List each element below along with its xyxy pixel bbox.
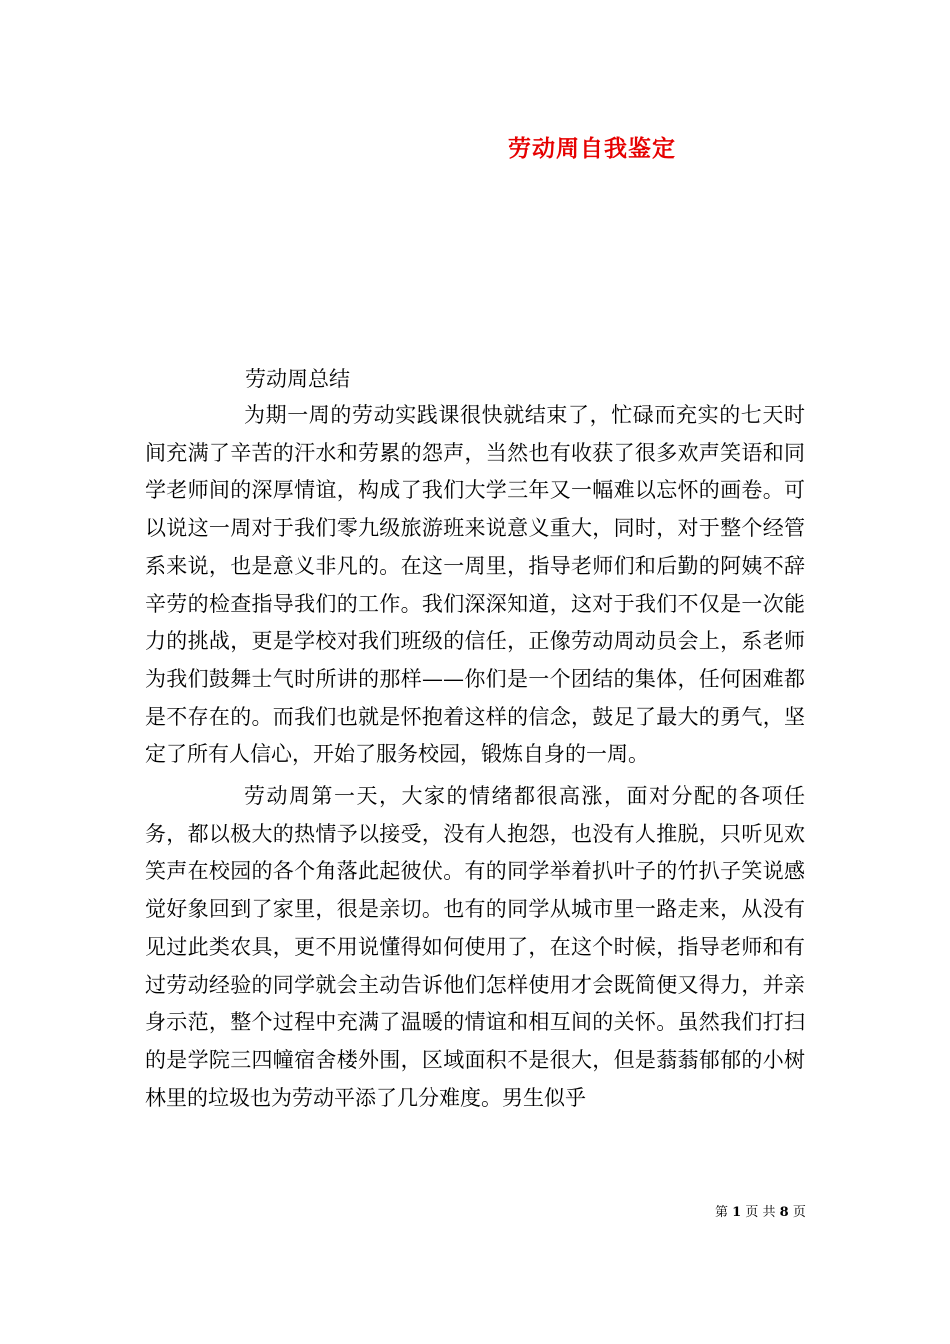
footer-suffix: 页 (792, 1205, 806, 1220)
document-body (145, 397, 805, 1117)
body-paragraph: 劳动周第一天，大家的情绪都很高涨，面对分配的各项任务，都以极大的热情予以接受，没有人抱怨，也没有人推脱，只听见欢笑声在校园的各个角落此起彼伏。有的同学举着扒叶子的竹扒子笑说感觉好象回到了家里，很是亲切。也有的同学从城市里一路走来，从没有见过此类农具，更不用说懂得如何使用了，在这个时候，指导老师和有过劳动经验的同学就会主动告诉他们怎样使用才会既简便又得力，并亲身示范，整个过程中充满了温暖的情谊和相互间的关怀。虽然我们打扫的是学院三四幢宿舍楼外围，区域面积不是很大，但是蓊蓊郁郁的小树林里的垃圾也为劳动平添了几分难度。男生似乎 (145, 784, 805, 1110)
footer-prefix: 第 (715, 1205, 729, 1220)
document-title: 劳动周自我鉴定 (508, 135, 676, 162)
section-subtitle: 劳动周总结 (245, 367, 350, 391)
page-footer (715, 1204, 806, 1222)
footer-middle: 页 共 (745, 1205, 776, 1220)
current-page-number: 1 (732, 1205, 742, 1220)
total-pages-number: 8 (779, 1205, 789, 1220)
body-paragraph: 为期一周的劳动实践课很快就结束了，忙碌而充实的七天时间充满了辛苦的汗水和劳累的怨声，当然也有收获了很多欢声笑语和同学老师间的深厚情谊，构成了我们大学三年又一幅难以忘怀的画卷。可以说这一周对于我们零九级旅游班来说意义重大，同时，对于整个经管系来说，也是意义非凡的。在这一周里，指导老师们和后勤的阿姨不辞辛劳的检查指导我们的工作。我们深深知道，这对于我们不仅是一次能力的挑战，更是学校对我们班级的信任，正像劳动周动员会上，系老师为我们鼓舞士气时所讲的那样——你们是一个团结的集体，任何困难都是不存在的。而我们也就是怀抱着这样的信念，鼓足了最大的勇气，坚定了所有人信心，开始了服务校园，锻炼自身的一周。 (145, 403, 805, 767)
